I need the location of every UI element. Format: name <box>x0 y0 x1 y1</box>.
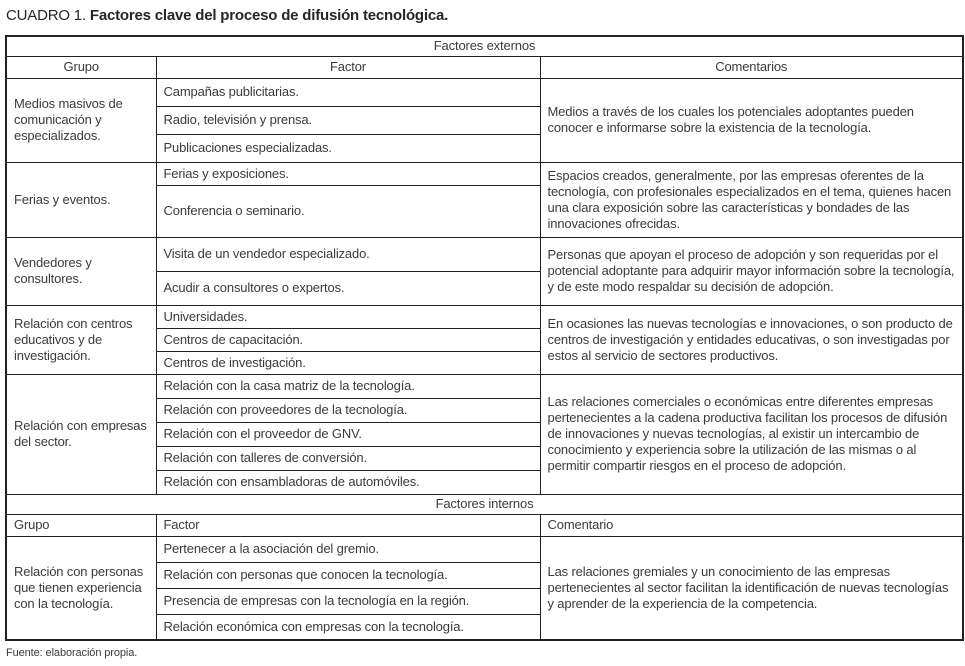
factor-cell: Publicaciones especializadas. <box>156 134 540 162</box>
table-row <box>6 374 963 398</box>
factor-cell: Universidades. <box>156 305 540 328</box>
factor-cell: Conferencia o seminario. <box>156 185 540 237</box>
factor-cell: Acudir a consultores o expertos. <box>156 271 540 305</box>
col-header-grupo: Grupo <box>6 514 156 536</box>
col-header-grupo: Grupo <box>6 56 156 78</box>
factors-table <box>5 35 964 641</box>
section-band-internal <box>6 494 963 514</box>
table-row <box>6 536 963 562</box>
col-header-factor: Factor <box>156 56 540 78</box>
col-header-comentario: Comentario <box>540 514 963 536</box>
comment-cell: Medios a través de los cuales los potenciales adoptantes pueden conocer e informarse sobre la existencia de la tecnología. <box>540 78 963 162</box>
group-cell: Relación con empresas del sector. <box>6 374 156 494</box>
factor-cell: Relación con proveedores de la tecnología. <box>156 398 540 422</box>
factor-cell: Radio, televisión y prensa. <box>156 106 540 134</box>
factor-cell: Relación con personas que conocen la tecnología. <box>156 562 540 588</box>
group-cell: Medios masivos de comunicación y especializados. <box>6 78 156 162</box>
factor-cell: Relación con el proveedor de GNV. <box>156 422 540 446</box>
source-note: Fuente: elaboración propia. <box>6 647 138 659</box>
external-header-row <box>6 56 963 78</box>
table-row <box>6 78 963 106</box>
comment-cell: Las relaciones comerciales o económicas entre diferentes empresas pertenecientes a la cadena productiva facilitan los procesos de difusión de innovaciones y nuevas tecnologías, al existir un intercambio de conocimiento y experiencia sobre la utilización de las mismas o al permitir compartir riesgos en el proceso de adopción. <box>540 374 963 494</box>
factor-cell: Presencia de empresas con la tecnología en la región. <box>156 588 540 614</box>
caption-label: CUADRO 1. <box>6 7 86 24</box>
group-cell: Ferias y eventos. <box>6 162 156 237</box>
comment-cell: En ocasiones las nuevas tecnologías e innovaciones, o son producto de centros de investigación y entidades educativas, o son investigadas por estos al servicio de sectores productivos. <box>540 305 963 374</box>
table-row <box>6 237 963 271</box>
comment-cell: Espacios creados, generalmente, por las empresas oferentes de la tecnología, con profesionales especializados en el tema, quienes hacen una clara exposición sobre las características y bondades de las innovaciones ofrecidas. <box>540 162 963 237</box>
group-cell: Relación con centros educativos y de investigación. <box>6 305 156 374</box>
comment-cell: Las relaciones gremiales y un conocimiento de las empresas pertenecientes al sector facilitan la identificación de nuevas tecnologías y aprender de la experiencia de la competencia. <box>540 536 963 640</box>
col-header-comentarios: Comentarios <box>540 56 963 78</box>
factor-cell: Pertenecer a la asociación del gremio. <box>156 536 540 562</box>
group-cell: Relación con personas que tienen experiencia con la tecnología. <box>6 536 156 640</box>
factor-cell: Centros de investigación. <box>156 351 540 374</box>
band-label-external: Factores externos <box>6 36 963 56</box>
table-caption <box>6 7 961 24</box>
section-band-external <box>6 36 963 56</box>
factor-cell: Relación con ensambladoras de automóviles. <box>156 470 540 494</box>
caption-text: Factores clave del proceso de difusión tecnológica. <box>89 7 449 24</box>
factor-cell: Ferias y exposiciones. <box>156 162 540 185</box>
table-row <box>6 305 963 328</box>
band-label-internal: Factores internos <box>6 494 963 514</box>
factor-cell: Relación con la casa matriz de la tecnología. <box>156 374 540 398</box>
factor-cell: Visita de un vendedor especializado. <box>156 237 540 271</box>
factor-cell: Campañas publicitarias. <box>156 78 540 106</box>
factor-cell: Relación económica con empresas con la tecnología. <box>156 614 540 640</box>
comment-cell: Personas que apoyan el proceso de adopción y son requeridas por el potencial adoptante para adquirir mayor información sobre la tecnología, y de este modo respaldar su decisión de adopción. <box>540 237 963 305</box>
table-row <box>6 162 963 185</box>
group-cell: Vendedores y consultores. <box>6 237 156 305</box>
factor-cell: Relación con talleres de conversión. <box>156 446 540 470</box>
col-header-factor: Factor <box>156 514 540 536</box>
internal-header-row <box>6 514 963 536</box>
factor-cell: Centros de capacitación. <box>156 328 540 351</box>
